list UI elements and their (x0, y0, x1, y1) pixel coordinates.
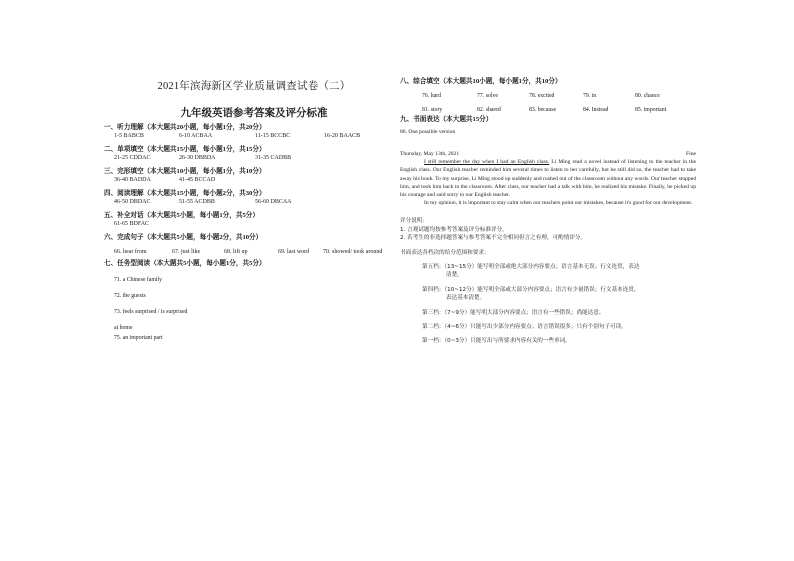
section-8-row-1 (422, 92, 696, 100)
answer-item: 79. in (583, 93, 597, 99)
grade-level-3 (422, 309, 696, 317)
grade-level-1 (422, 337, 696, 345)
answer-item: 73. feels surprised / is surprised (114, 309, 188, 315)
section-1-heading: 一、听力理解（本大题共20小题，每小题1分，共20分） (104, 124, 266, 131)
answer-item: 16-20 BAACB (324, 133, 361, 139)
grade-text-cont: 表达基本清楚。 (446, 295, 486, 302)
answer-item: 67. just like (172, 249, 201, 255)
section-6-answers (114, 248, 390, 256)
answer-item: 80. chance (635, 93, 660, 99)
answer-item: 76. hard (422, 93, 441, 99)
essay-underlined-sentence: I still remember the day when I had an English class. (424, 159, 550, 166)
answer-item: 84. Instead (583, 107, 609, 113)
answer-item: 78. excited (529, 93, 555, 99)
answer-item: 26-30 DBBDA (179, 155, 216, 161)
answer-item: 56-60 DBCAA (255, 199, 292, 205)
section-9-heading: 九、书面表达（本大题共15分） (400, 116, 493, 123)
answer-item: 31-35 CADBB (255, 155, 292, 161)
answer-item: 71. a Chinese family (114, 277, 162, 283)
answer-item: 11-15 BCCBC (255, 133, 291, 139)
answer-item: 51-55 ACDBB (179, 199, 215, 205)
section-3-heading: 三、完形填空（本大题共10小题，每小题1分，共10分） (104, 168, 266, 175)
answer-item: 82. shared (477, 107, 501, 113)
section-3-answers (114, 176, 390, 184)
grade-text: 第一档：（0~3分）只能写出与所要求内容有关的一些单词。 (422, 338, 571, 345)
section-4-heading: 四、阅读理解（本大题共15小题，每小题2分，共30分） (104, 190, 266, 197)
section-6-heading: 六、完成句子（本大题共5小题，每小题2分，共10分） (104, 234, 263, 241)
grade-text: 第四档：（10~12分）能写明全部或大部分内容要点；语言有少量错误；行文基本连贯， (422, 286, 640, 293)
essay-paragraph-1 (400, 158, 696, 199)
exam-title: 2021年滨海新区学业质量调查试卷（二） (157, 81, 351, 92)
section-5-heading: 五、补全对话（本大题共5小题，每小题1分，共5分） (104, 212, 259, 219)
answer-item: 46-50 DBDAC (114, 199, 151, 205)
grade-text: 第二档：（4~6分）只能写出少部分内容要点；语言错误很多；只有个别句子可读。 (422, 324, 627, 331)
section-2-answers (114, 154, 390, 162)
section-7-heading: 七、任务型阅读（本大题共5小题，每小题1分，共5分） (104, 260, 266, 267)
grade-text-cont: 清楚。 (446, 272, 463, 279)
answer-item: 6-10 ACBAA (179, 133, 213, 139)
exam-subtitle: 九年级英语参考答案及评分标准 (180, 108, 328, 119)
grade-level-2 (422, 323, 696, 331)
section-4-answers (114, 198, 390, 206)
essay-weather: Fine (686, 151, 696, 158)
answer-item: 83. because (529, 107, 557, 113)
answer-item: 81. story (422, 107, 443, 113)
answer-item: 85. important (635, 107, 667, 113)
answer-item: 36-40 BADDA (114, 177, 151, 183)
answer-item: 70. showed/ took around (323, 249, 383, 255)
right-column (400, 78, 696, 346)
grade-level-4 (422, 286, 696, 303)
answer-item: 72. the guests (114, 293, 146, 299)
essay-paragraph-2: In my opinion, it is important to stay calm when our teachers point our mistakes, because it's good for our development. (424, 200, 693, 207)
essay-date: Thursday, May 13th, 2021 (400, 151, 460, 158)
section-2-heading: 二、单项填空（本大题共15小题，每小题1分，共15分） (104, 146, 266, 153)
grading-title: 书面表达各档次的给分范围和要求： (400, 249, 490, 256)
section-5-answers (114, 220, 390, 228)
essay-intro: 86. One possible version (400, 129, 456, 135)
answer-item: at home (114, 325, 133, 331)
left-column (104, 78, 390, 342)
answer-item: 77. solve (477, 93, 498, 99)
grade-text: 第五档：（13~15分）能写明全部或绝大部分内容要点；语言基本无误；行文连贯，表达 (422, 264, 640, 271)
grade-level-5 (422, 263, 696, 280)
grade-text: 第三档：（7~9分）能写明大部分内容要点；语言有一些错误；尚能达意。 (422, 309, 605, 316)
answer-item: 69. last word (278, 249, 310, 255)
section-8-heading: 八、综合填空（本大题共10小题，每小题1分，共10分） (400, 78, 562, 85)
section-1-answers (114, 132, 390, 140)
answer-item: 66. hear from (114, 249, 147, 255)
section-8-row-2 (422, 106, 696, 114)
answer-item: 75. an important part (114, 335, 163, 341)
answer-item: 1-5 BABCB (114, 133, 144, 139)
notes-title: 评分说明： (400, 218, 428, 225)
essay-header (400, 150, 696, 158)
answer-item: 41-45 BCCAD (179, 177, 216, 183)
note-item: 1. 言观试题均按参考答案及评分标准评分。 (400, 226, 508, 233)
answer-item: 21-25 CDDAC (114, 155, 151, 161)
essay-paragraph-1-text: Li Ming read a novel instead of listening to the teacher in the English class. Our English teacher reminded him several times to listen to her carefully, but he still did so, the teacher had to take away his book. To my surprise, Li Ming stood up suddenly and rushed out of the classroom without any words. Our teacher stopped him, and took him back to the classroom. After class, our teacher had a talk with him, he realized his mistake. Finally, he picked up his courage and said sorry to our English teacher. (400, 159, 697, 199)
answer-item: 68. lift up (224, 249, 248, 255)
note-item: 2. 若考生的非选择题答案与参考答案不完全相同但言之有理，可酌情评分。 (400, 235, 587, 242)
answer-item: 61-65 BDFAC (114, 221, 150, 227)
